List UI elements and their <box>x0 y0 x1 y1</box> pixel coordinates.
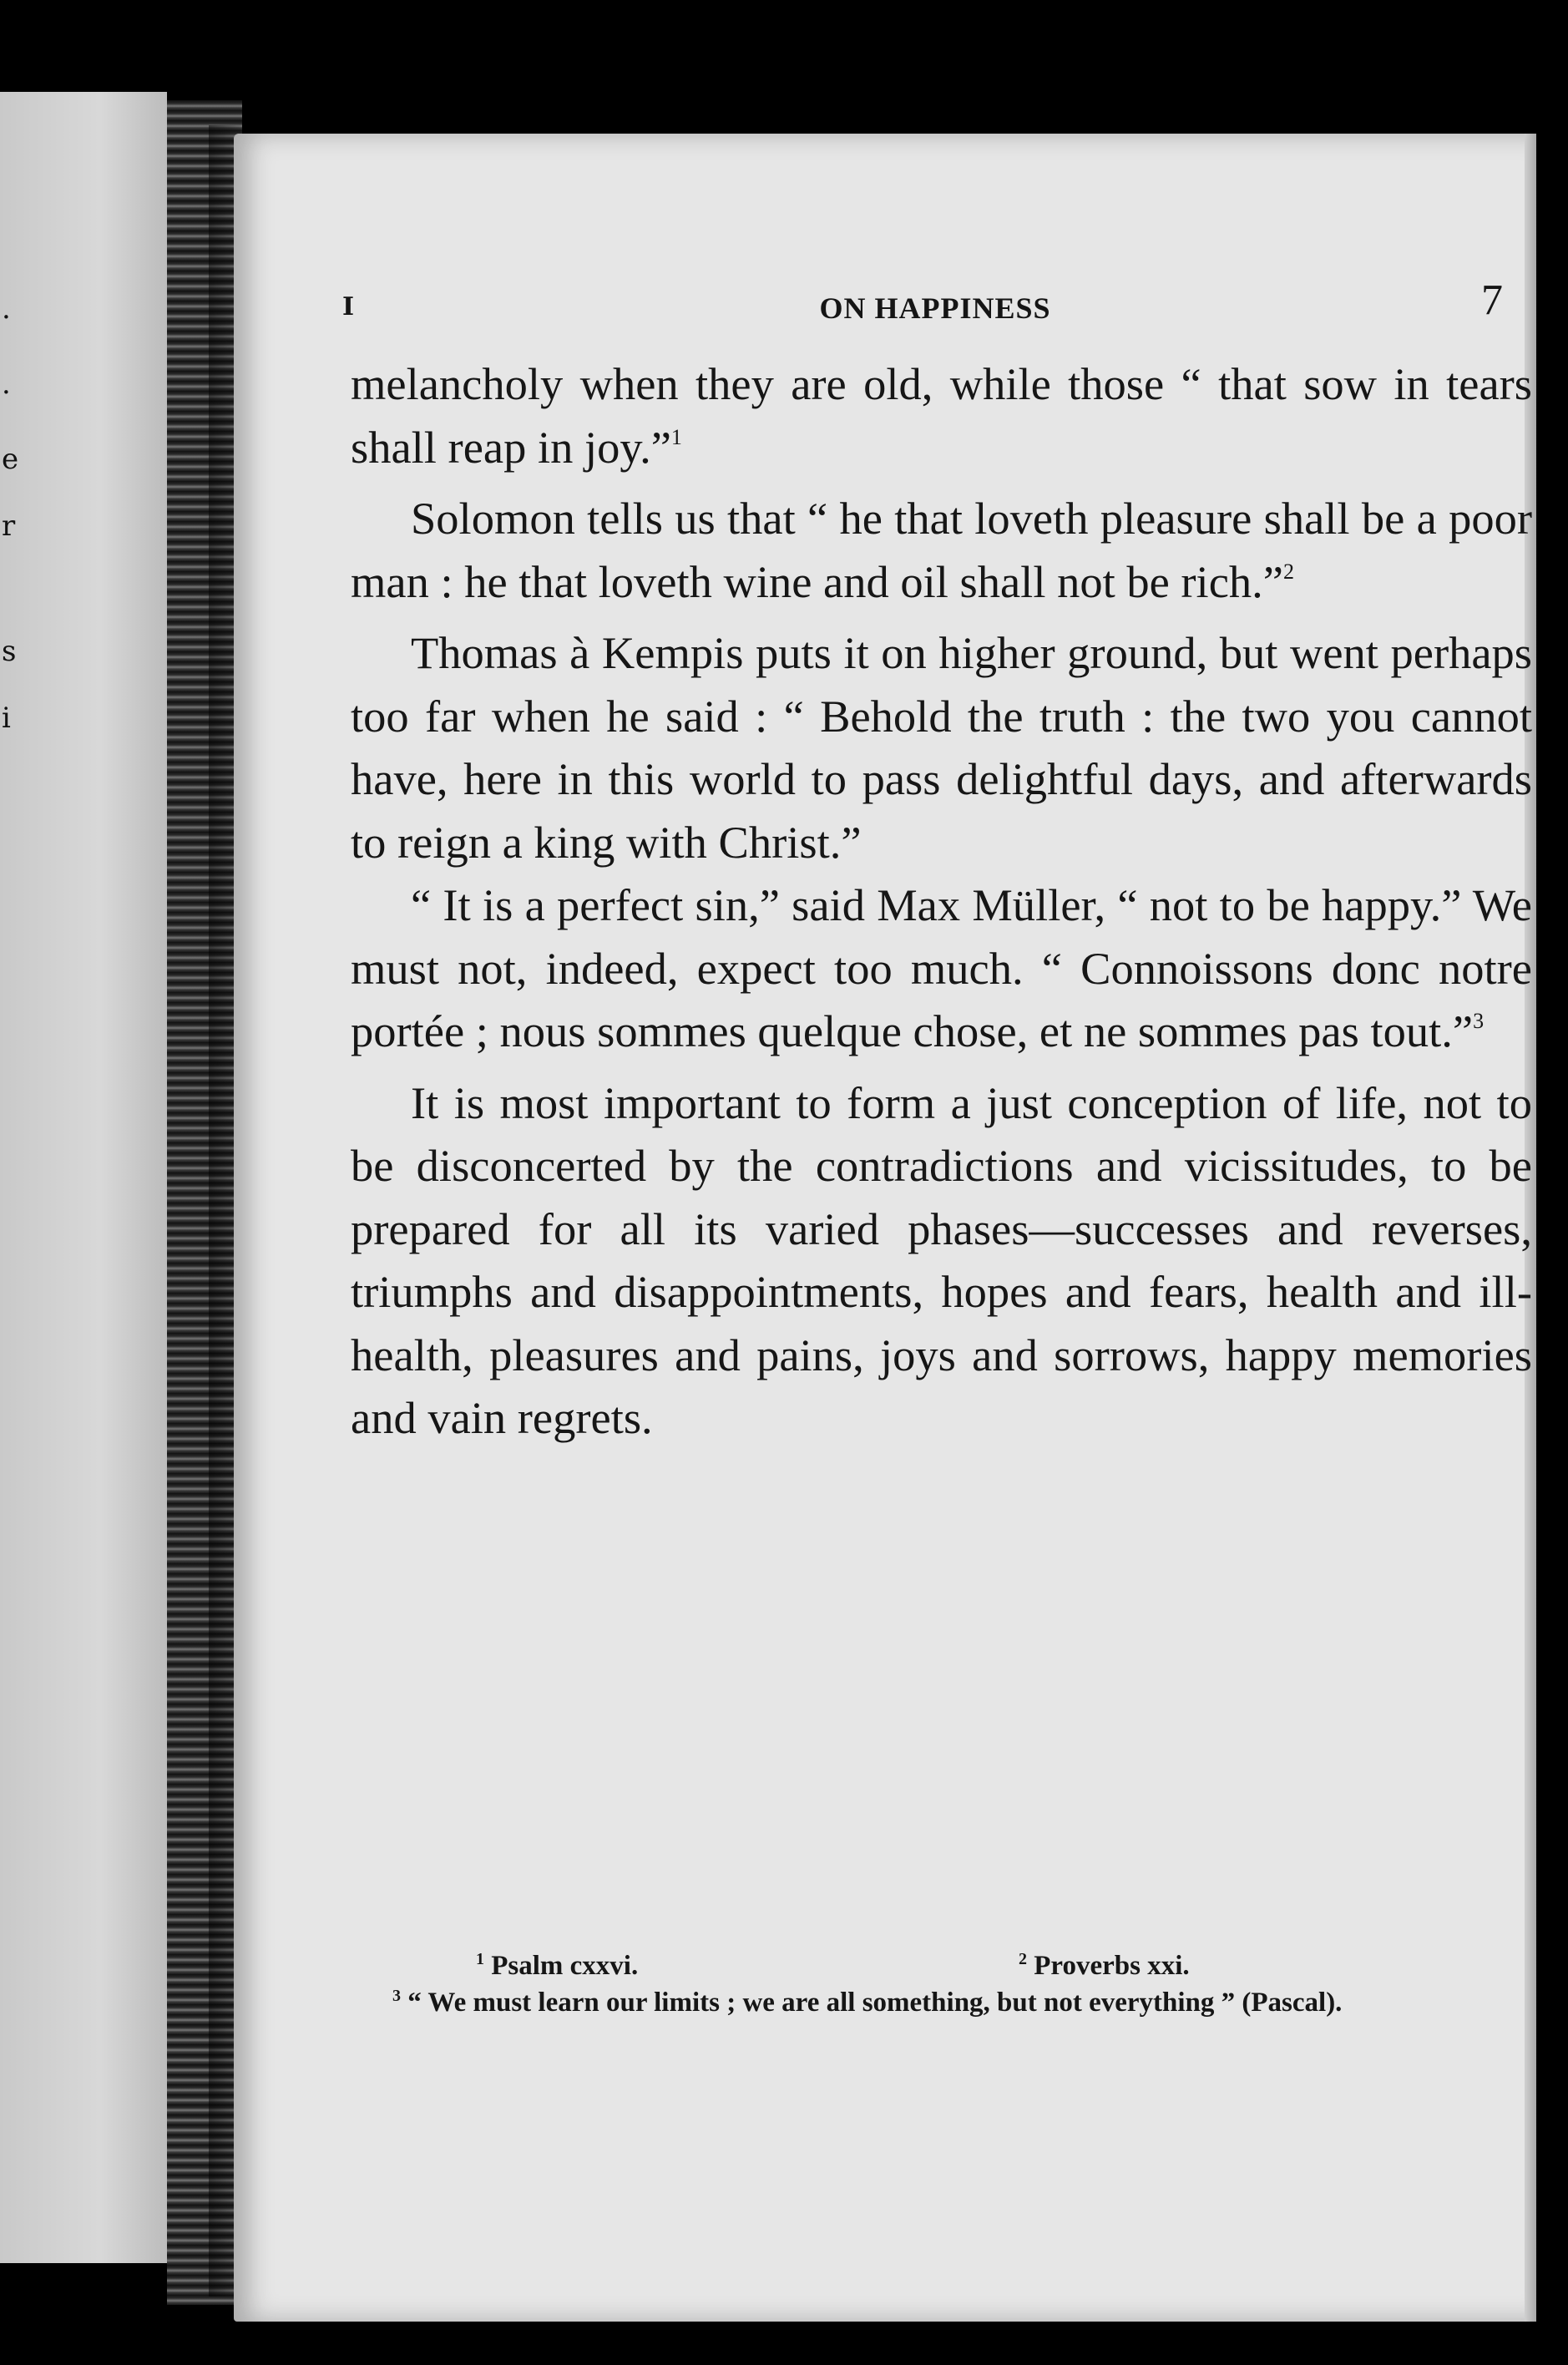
footnote-1 <box>476 1947 638 1988</box>
facing-page-margin-marks <box>0 92 33 2263</box>
footnote-text: “ We must learn our limits ; we are all something, but not everything ” (Pascal). <box>407 1988 1343 2018</box>
paragraph <box>351 352 1532 487</box>
footnote-text: Proverbs xxi. <box>1034 1951 1190 1981</box>
paragraph <box>351 621 1532 874</box>
body-text <box>351 352 1532 1450</box>
margin-mark: e <box>2 443 19 476</box>
paragraph <box>351 1071 1532 1450</box>
margin-mark: i <box>2 701 11 735</box>
paragraph <box>351 487 1532 621</box>
margin-mark: s <box>2 635 17 668</box>
paragraph-text: “ It is a perfect sin,” said Max Müller, “ not to be happy.” We must not, indeed, expect too much. “ Connoissons donc notre portée ; nous sommes quelque chose, et ne sommes pas tout.” <box>351 879 1532 1056</box>
footnote-row <box>351 1947 1532 1984</box>
paragraph-text: Solomon tells us that “ he that loveth pleasure shall be a poor man : he that loveth wine and oil shall not be rich.” <box>351 493 1532 607</box>
running-title: ON HAPPINESS <box>819 291 1051 325</box>
margin-mark: . <box>2 292 11 326</box>
footnote-reference: 1 <box>670 424 682 449</box>
footnote-mark: 1 <box>476 1950 484 1968</box>
footnote-mark: 2 <box>1019 1950 1027 1968</box>
paragraph-text: Thomas à Kempis puts it on higher ground, but went perhaps too far when he said : “ Behold the truth : the two you cannot have, here in this world to pass delightful days, and afterwards to reign a king with Christ.” <box>351 627 1532 868</box>
facing-page-left <box>0 92 167 2263</box>
chapter-number: I <box>342 292 355 322</box>
running-head <box>342 276 1528 334</box>
margin-mark: r <box>2 509 16 543</box>
margin-mark: · <box>2 376 11 409</box>
footnote-reference: 2 <box>1282 559 1294 584</box>
footnote-mark: 3 <box>392 1987 401 2005</box>
paragraph-text: It is most important to form a just conception of life, not to be disconcerted by the contradictions and vicissitudes, to be prepared for all its varied phases—successes and reverses, triumphs and disappointments, hopes and fears, health and ill-health, pleasures and pains, joys and sorrows, happy memories and vain regrets. <box>351 1076 1532 1443</box>
book-page <box>234 134 1536 2322</box>
footnote-reference: 3 <box>1473 1009 1485 1033</box>
footnote-text: Psalm cxxvi. <box>491 1951 639 1981</box>
footnote-2 <box>1019 1947 1190 1988</box>
footnotes <box>351 1947 1532 2024</box>
footnote-3 <box>351 1984 1532 2024</box>
paragraph <box>351 874 1532 1071</box>
paragraph-text: melancholy when they are old, while those “ that sow in tears shall reap in joy.” <box>351 358 1532 473</box>
page-number: 7 <box>1481 276 1503 324</box>
